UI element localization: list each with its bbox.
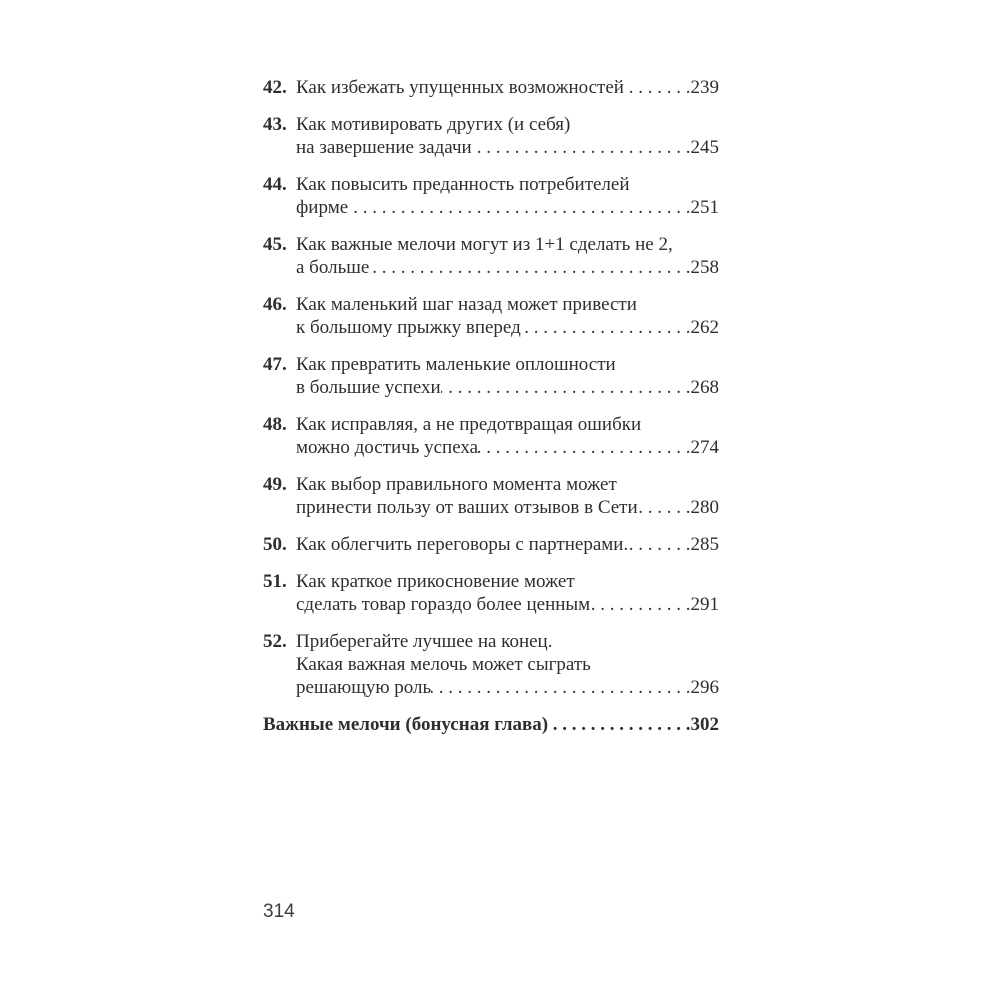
- toc-entry-body: [296, 533, 719, 556]
- toc-entry-body: [296, 293, 719, 339]
- toc-entry-number: 48.: [263, 414, 287, 435]
- toc-entry-page-number: 239: [690, 77, 719, 98]
- toc-entry-number: 50.: [263, 534, 287, 555]
- toc-entry-line: Как мотивировать других (и себя): [296, 114, 571, 135]
- toc-entry-lastline: [296, 496, 719, 519]
- toc-entry-body: [296, 473, 719, 519]
- toc-entry-page-number: 268: [690, 377, 719, 398]
- toc-entry: [263, 473, 719, 519]
- toc-entry-body: [296, 413, 719, 459]
- toc-entry-body: [296, 113, 719, 159]
- toc-entry: [263, 76, 719, 99]
- toc-entry-lastline: [296, 196, 719, 219]
- toc-entry-line: Как превратить маленькие оплошности: [296, 354, 616, 375]
- toc-entry-page-number: 258: [690, 257, 719, 278]
- toc-entry-line: Какая важная мелочь может сыграть: [296, 654, 591, 675]
- toc-entry: [263, 233, 719, 279]
- toc-entry-lastline: [296, 256, 719, 279]
- toc-entry-lastline: [296, 316, 719, 339]
- toc-entry-line: Как облегчить переговоры с партнерами.: [296, 534, 629, 555]
- toc-bonus-entry: [263, 713, 719, 736]
- toc-entry-page-number: 280: [690, 497, 719, 518]
- toc-entry: [263, 533, 719, 556]
- toc-entry-number: 43.: [263, 114, 287, 135]
- toc-entry-page-number: 245: [690, 137, 719, 158]
- toc-entry-line: в большие успехи: [296, 377, 441, 398]
- toc-entry-line: принести пользу от ваших отзывов в Сети: [296, 497, 638, 518]
- dot-leader: [548, 713, 690, 736]
- toc-entry-body: [296, 570, 719, 616]
- dot-leader: [628, 533, 690, 556]
- dot-leader: [369, 256, 690, 279]
- toc-entry-lastline: [296, 136, 719, 159]
- toc-entry-body: [296, 233, 719, 279]
- toc-bonus-page-number: 302: [690, 714, 719, 735]
- toc-entry: [263, 570, 719, 616]
- toc-entry-line: к большому прыжку вперед: [296, 317, 521, 338]
- toc-entry: [263, 113, 719, 159]
- toc-entry-line: Как важные мелочи могут из 1+1 сделать не 2,: [296, 234, 673, 255]
- toc-entry: [263, 413, 719, 459]
- toc-entry-body: [296, 76, 719, 99]
- toc-entry-page-number: 285: [690, 534, 719, 555]
- toc-entry-lastline: [296, 593, 719, 616]
- toc-entry-body: [296, 630, 719, 699]
- toc-entry-line: Как повысить преданность потребителей: [296, 174, 630, 195]
- toc-entry-number: 51.: [263, 571, 287, 592]
- dot-leader: [638, 496, 691, 519]
- toc-entry-lastline: [296, 533, 719, 556]
- toc-entry-line: Как маленький шаг назад может привести: [296, 294, 637, 315]
- toc-entry-body: [296, 173, 719, 219]
- toc-entry-line: Как избежать упущенных возможностей: [296, 77, 624, 98]
- toc-entry-line: Как исправляя, а не предотвращая ошибки: [296, 414, 642, 435]
- toc-entry-number: 42.: [263, 77, 287, 98]
- toc-entry-lastline: [296, 676, 719, 699]
- toc-entry-page-number: 274: [690, 437, 719, 458]
- toc-entry-page-number: 296: [690, 677, 719, 698]
- toc-bonus-label: Важные мелочи (бонусная глава): [263, 714, 549, 735]
- dot-leader: [590, 593, 690, 616]
- toc-entry-line: Как выбор правильного момента может: [296, 474, 617, 495]
- toc-entry-line: а больше: [296, 257, 370, 278]
- toc-entry-page-number: 262: [690, 317, 719, 338]
- toc-entry-lastline: [296, 76, 719, 99]
- table-of-contents: [263, 76, 719, 736]
- toc-entry-number: 44.: [263, 174, 287, 195]
- toc-entry-line: фирме: [296, 197, 349, 218]
- toc-entry-lastline: [296, 436, 719, 459]
- toc-entry: [263, 353, 719, 399]
- toc-entry: [263, 173, 719, 219]
- dot-leader: [624, 76, 691, 99]
- toc-entry-line: решающую роль: [296, 677, 432, 698]
- dot-leader: [348, 196, 690, 219]
- toc-entry-number: 52.: [263, 631, 287, 652]
- toc-entry: [263, 630, 719, 699]
- toc-entry-page-number: 251: [690, 197, 719, 218]
- toc-entry-number: 46.: [263, 294, 287, 315]
- dot-leader: [472, 136, 691, 159]
- toc-entry-lastline: [296, 376, 719, 399]
- toc-entry-body: [296, 353, 719, 399]
- dot-leader: [478, 436, 690, 459]
- dot-leader: [521, 316, 691, 339]
- dot-leader: [441, 376, 691, 399]
- toc-entry: [263, 293, 719, 339]
- toc-entry-number: 49.: [263, 474, 287, 495]
- toc-entry-line: на завершение задачи: [296, 137, 472, 158]
- toc-entry-line: Как краткое прикосновение может: [296, 571, 575, 592]
- toc-entry-line: Приберегайте лучшее на конец.: [296, 631, 553, 652]
- toc-entry-line: можно достичь успеха: [296, 437, 479, 458]
- toc-entries: [263, 76, 719, 699]
- toc-entry-page-number: 291: [690, 594, 719, 615]
- toc-entry-number: 47.: [263, 354, 287, 375]
- toc-entry-number: 45.: [263, 234, 287, 255]
- toc-entry-line: сделать товар гораздо более ценным: [296, 594, 591, 615]
- folio-page-number: 314: [263, 901, 295, 922]
- dot-leader: [431, 676, 690, 699]
